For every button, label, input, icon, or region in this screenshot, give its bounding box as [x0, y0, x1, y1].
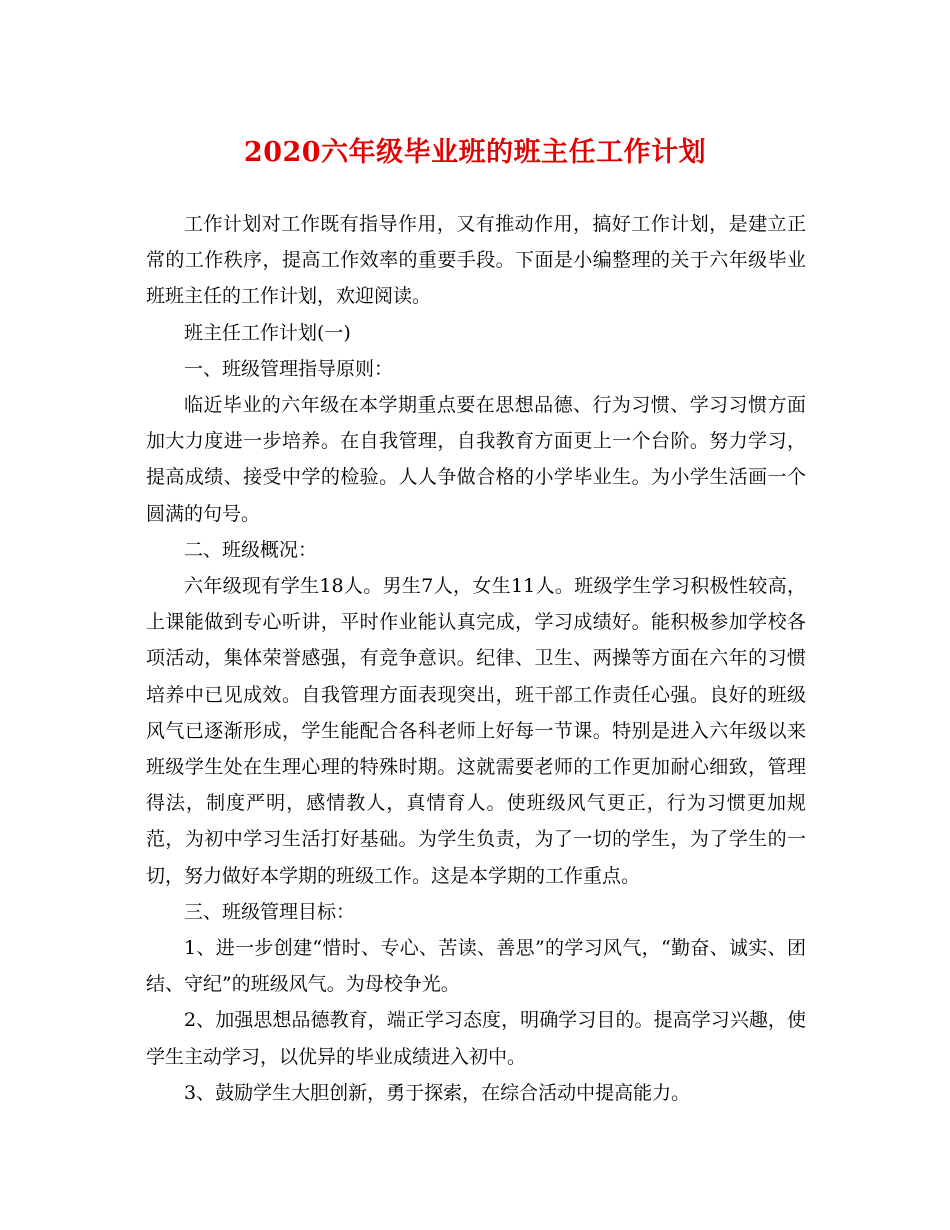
document-body [146, 206, 806, 1111]
document-title: 2020六年级毕业班的班主任工作计划 [243, 137, 707, 168]
list-item-goal-2: 2、加强思想品德教育，端正学习态度，明确学习目的。提高学习兴趣，使学生主动学习，以优异的毕业成绩进入初中。 [146, 1009, 806, 1068]
list-item-goal-3: 3、鼓励学生大胆创新，勇于探索，在综合活动中提高能力。 [184, 1081, 691, 1104]
section-heading-plan-1: 班主任工作计划(一) [184, 321, 351, 344]
paragraph-overview: 六年级现有学生18人。男生7人，女生11人。班级学生学习积极性较高，上课能做到专心听讲，平时作业能认真完成，学习成绩好。能积极参加学校各项活动，集体荣誉感强，有竞争意识。纪律、卫生、两操等方面在六年的习惯培养中已见成效。自我管理方面表现突出，班干部工作责任心强。良好的班级风气已逐渐形成，学生能配合各科老师上好每一节课。特别是进入六年级以来班级学生处在生理心理的特殊时期。这就需要老师的工作更加耐心细致，管理得法，制度严明，感情教人，真情育人。使班级风气更正，行为习惯更加规范，为初中学习生活打好基础。为学生负责，为了一切的学生，为了学生的一切，努力做好本学期的班级工作。这是本学期的工作重点。 [146, 575, 806, 887]
section-heading-overview: 二、班级概况： [184, 538, 318, 561]
paragraph-intro: 工作计划对工作既有指导作用，又有推动作用，搞好工作计划，是建立正常的工作秩序，提高工作效率的重要手段。下面是小编整理的关于六年级毕业班班主任的工作计划，欢迎阅读。 [146, 213, 806, 308]
section-heading-principles: 一、班级管理指导原则： [184, 357, 394, 380]
section-heading-goals: 三、班级管理目标： [184, 900, 356, 923]
list-item-goal-1: 1、进一步创建“惜时、专心、苦读、善思”的学习风气，“勤奋、诚实、团结、守纪”的班级风气。为母校争光。 [146, 937, 806, 996]
paragraph-principles: 临近毕业的六年级在本学期重点要在思想品德、行为习惯、学习习惯方面加大力度进一步培养。在自我管理，自我教育方面更上一个台阶。努力学习，提高成绩、接受中学的检验。人人争做合格的小学毕业生。为小学生活画一个圆满的句号。 [146, 394, 806, 525]
